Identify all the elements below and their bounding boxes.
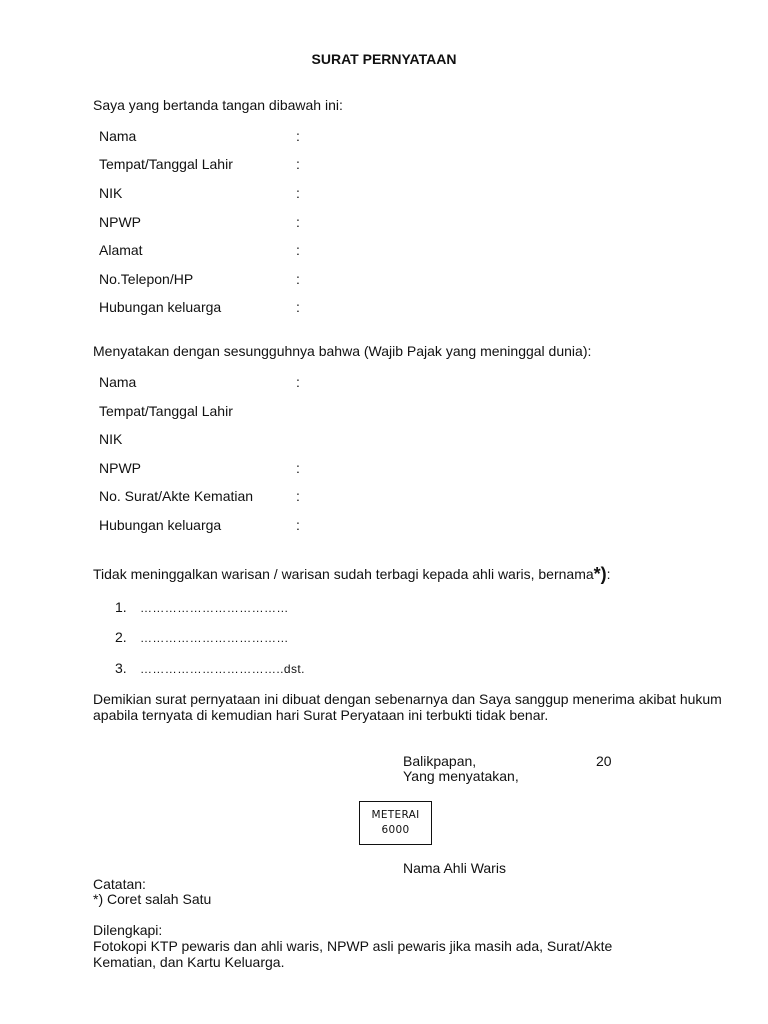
footnote-mark: *) [593, 564, 607, 584]
heir-blank: ……………………………… [140, 601, 289, 615]
closing-paragraph: Demikian surat pernyataan ini dibuat dengan sebenarnya dan Saya sanggup menerima akibat hukum apabila ternyata di kemudian hari Surat Peryataan ini terbukti tidak benar. [93, 691, 722, 723]
deceased-field-colon: : [296, 488, 300, 504]
deceased-field-label: Hubungan keluarga [99, 517, 222, 533]
deceased-field-label: Tempat/Tanggal Lahir [99, 403, 233, 419]
signer-field-label: Tempat/Tanggal Lahir [99, 156, 233, 172]
signer-field-colon: : [296, 242, 300, 258]
heir-number: 1. [115, 599, 127, 615]
signer-field-label: NPWP [99, 214, 141, 230]
signer-field-colon: : [296, 128, 300, 144]
intro-text: Saya yang bertanda tangan dibawah ini: [93, 97, 343, 113]
deceased-field-colon: : [296, 517, 300, 533]
inheritance-text: Tidak meninggalkan warisan / warisan sudah terbagi kepada ahli waris, bernama [93, 566, 594, 582]
inheritance-line [93, 565, 611, 582]
signer-field-label: Alamat [99, 242, 143, 258]
signature-year: 20 [596, 753, 612, 769]
stamp-label: METERAI [371, 809, 420, 821]
meterai-stamp-box [359, 801, 432, 845]
document-title: SURAT PERNYATAAN [311, 51, 457, 67]
signer-field-colon: : [296, 299, 300, 315]
stamp-value: 6000 [381, 824, 410, 836]
signer-field-colon: : [296, 185, 300, 201]
signer-field-colon: : [296, 271, 300, 287]
signature-name: Nama Ahli Waris [403, 860, 506, 876]
deceased-field-label: No. Surat/Akte Kematian [99, 488, 254, 504]
signer-field-label: Hubungan keluarga [99, 299, 222, 315]
signature-declarant: Yang menyatakan, [403, 768, 519, 784]
deceased-field-label: NIK [99, 431, 123, 447]
attachments-label: Dilengkapi: [93, 922, 163, 938]
signer-field-label: No.Telepon/HP [99, 271, 194, 287]
signature-place: Balikpapan, [403, 753, 477, 769]
inheritance-colon: : [606, 566, 611, 582]
heir-blank: ……………………………..dst. [140, 662, 305, 676]
notes-label: Catatan: [93, 876, 146, 892]
attachments-text: Fotokopi KTP pewaris dan ahli waris, NPWP asli pewaris jika masih ada, Surat/Akte Kematian, dan Kartu Keluarga. [93, 938, 613, 970]
notes-text: *) Coret salah Satu [93, 891, 212, 907]
signer-field-label: NIK [99, 185, 123, 201]
heir-number: 2. [115, 629, 127, 645]
deceased-field-colon: : [296, 374, 300, 390]
signer-field-label: Nama [99, 128, 137, 144]
statement-text: Menyatakan dengan sesungguhnya bahwa (Wajib Pajak yang meninggal dunia): [93, 343, 592, 359]
heir-number: 3. [115, 660, 127, 676]
heir-blank: ……………………………… [140, 631, 289, 645]
signer-field-colon: : [296, 156, 300, 172]
signer-field-colon: : [296, 214, 300, 230]
deceased-field-colon: : [296, 460, 300, 476]
deceased-field-label: NPWP [99, 460, 141, 476]
deceased-field-label: Nama [99, 374, 137, 390]
